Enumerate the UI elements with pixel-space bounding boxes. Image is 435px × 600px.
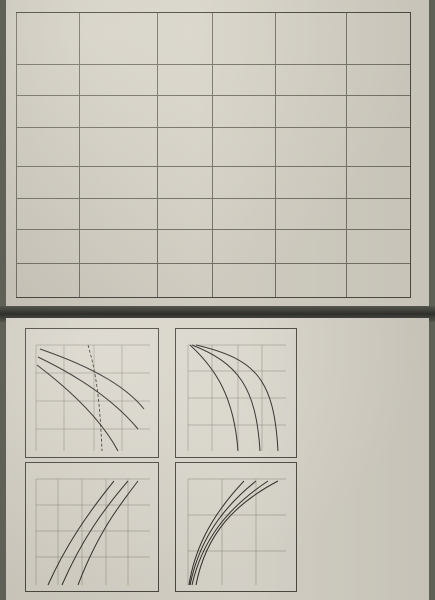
table-cell	[162, 15, 209, 63]
table-cell	[280, 128, 343, 164]
upper-page	[6, 0, 429, 310]
table-cell	[217, 199, 272, 227]
figure	[175, 328, 297, 458]
table-cell	[162, 231, 209, 262]
curve	[78, 481, 138, 585]
figure-graph	[176, 329, 296, 457]
table-cell	[84, 97, 155, 125]
curve	[40, 349, 144, 409]
table-header-rule	[346, 13, 347, 297]
table-cell	[21, 66, 76, 94]
table-cell	[280, 97, 343, 125]
curve	[38, 357, 138, 429]
running-head	[415, 10, 425, 300]
table-cell	[217, 97, 272, 125]
table-cell	[21, 199, 76, 227]
table-header-cell	[351, 66, 406, 94]
table-cell	[280, 231, 343, 262]
table-cell	[84, 231, 155, 262]
table-cell	[21, 231, 76, 262]
table-cell	[21, 97, 76, 125]
lower-page	[6, 318, 429, 600]
table-cell	[217, 15, 272, 63]
table-cell	[84, 265, 155, 296]
table-cell	[21, 168, 76, 196]
table-header-cell	[351, 168, 406, 196]
table-row-rule	[157, 13, 158, 297]
figure-graph	[26, 329, 158, 457]
body-text	[301, 328, 411, 590]
table-cell	[162, 97, 209, 125]
curve	[196, 481, 278, 585]
figure-graph	[26, 463, 158, 591]
table-header-cell	[351, 265, 406, 296]
table-header-cell	[351, 231, 406, 262]
table-row-rule	[79, 13, 80, 297]
figure	[25, 462, 159, 592]
table-cell	[217, 231, 272, 262]
upper-page-content	[6, 0, 429, 310]
table-cell	[84, 128, 155, 164]
table-header-cell	[351, 15, 406, 63]
dashed-curve	[88, 345, 102, 451]
figure	[25, 328, 159, 458]
table-cell	[84, 15, 155, 63]
table-cell	[217, 66, 272, 94]
curve	[62, 481, 128, 585]
table-cell	[162, 265, 209, 296]
figure-block	[15, 328, 297, 590]
table-header-cell	[351, 128, 406, 164]
table-cell	[21, 15, 76, 63]
table-cell	[84, 199, 155, 227]
table-cell	[280, 15, 343, 63]
table-cell	[21, 128, 76, 164]
table-row-rule	[213, 13, 214, 297]
table-cell	[162, 168, 209, 196]
table-cell	[21, 265, 76, 296]
running-head	[415, 328, 425, 590]
table-cell	[280, 168, 343, 196]
table-header-cell	[351, 97, 406, 125]
parameter-table	[16, 12, 411, 298]
table-header-cell	[351, 199, 406, 227]
table-cell	[280, 66, 343, 94]
figure	[175, 462, 297, 592]
lower-page-content	[6, 318, 429, 600]
table-cell	[280, 265, 343, 296]
table-cell	[217, 128, 272, 164]
table-row-rule	[275, 13, 276, 297]
table-cell	[162, 128, 209, 164]
figure-graph	[176, 463, 296, 591]
table-cell	[162, 66, 209, 94]
table-cell	[162, 199, 209, 227]
table-row-rule	[16, 13, 17, 297]
table-cell	[217, 168, 272, 196]
table-cell	[84, 168, 155, 196]
table-cell	[217, 265, 272, 296]
table-cell	[84, 66, 155, 94]
table-cell	[280, 199, 343, 227]
